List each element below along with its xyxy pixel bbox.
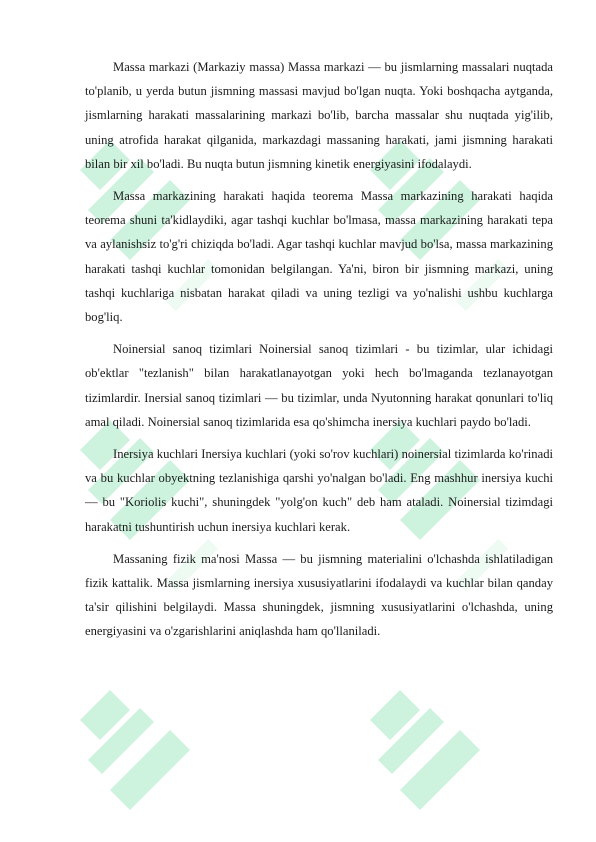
paragraph-inertial-forces: Inersiya kuchlari Inersiya kuchlari (yoki so'rov kuchlari) noinersial tizimlarda ko'rinadi va bu kuchlar obyektning tezlanishiga qarshi yo'nalgan bo'ladi. Eng mashhur inersiya kuchi — bu "Koriolis kuchi", shuningdek "yolg'on kuch" deb ham ataladi. Noinersial tizimdagi harakatni tushuntirish uchun inersiya kuchlari kerak. [85, 447, 553, 534]
document-body [85, 55, 553, 652]
paragraph-physical-meaning-of-mass: Massaning fizik ma'nosi Massa — bu jismning materialini o'lchashda ishlatiladigan fizik kattalik. Massa jismlarning inersiya xususiyatlarini ifodalaydi va kuchlar bilan qanday ta'sir qilishini belgilaydi. Massa shuningdek, jismning xususiyatlarini o'lchashda, uning energiyasini va o'zgarishlarini aniqlashda ham qo'llaniladi. [85, 551, 553, 639]
watermark-icon [80, 690, 190, 810]
watermark-icon [370, 690, 480, 810]
paragraph-noninertial-frames: Noinersial sanoq tizimlari Noinersial sanoq tizimlari - bu tizimlar, ular ichidagi ob'ektlar "tezlanish" bilan harakatlanayotgan yoki hech bo'lmaganda tezlanayotgan tizimlardir. Inersial sanoq tizimlari — bu tizimlar, unda Nyutonning harakat qonunlari to'liq amal qiladi. Noinersial sanoq tizimlarida esa qo'shimcha inersiya kuchlari paydo bo'ladi. [85, 342, 553, 429]
paragraph-center-of-mass-theorem: Massa markazining harakati haqida teorema Massa markazining harakati haqida teorema shuni ta'kidlaydiki, agar tashqi kuchlar bo'lmasa, massa markazining harakati tepa va aylanishsiz to'g'ri chiziqda bo'ladi. Agar tashqi kuchlar mavjud bo'lsa, massa markazining harakati tashqi kuchlar tomonidan belgilangan. Ya'ni, biron bir jismning markazi, uning tashqi kuchlariga nisbatan harakat qiladi va uning tezligi va yo'nalishi ushbu kuchlarga bog'liq. [85, 189, 553, 325]
paragraph-center-of-mass: Massa markazi (Markaziy massa) Massa markazi — bu jismlarning massalari nuqtada to'planib, u yerda butun jismning massasi mavjud bo'lgan nuqta. Yoki boshqacha aytganda, jismlarning harakati massalarining markazi bo'lib, barcha massalar shu nuqtada yig'ilib, uning atrofida harakat qilganida, markazdagi massaning harakati, jami jismning harakati bilan bir xil bo'ladi. Bu nuqta butun jismning kinetik energiyasini ifodalaydi. [85, 60, 553, 171]
